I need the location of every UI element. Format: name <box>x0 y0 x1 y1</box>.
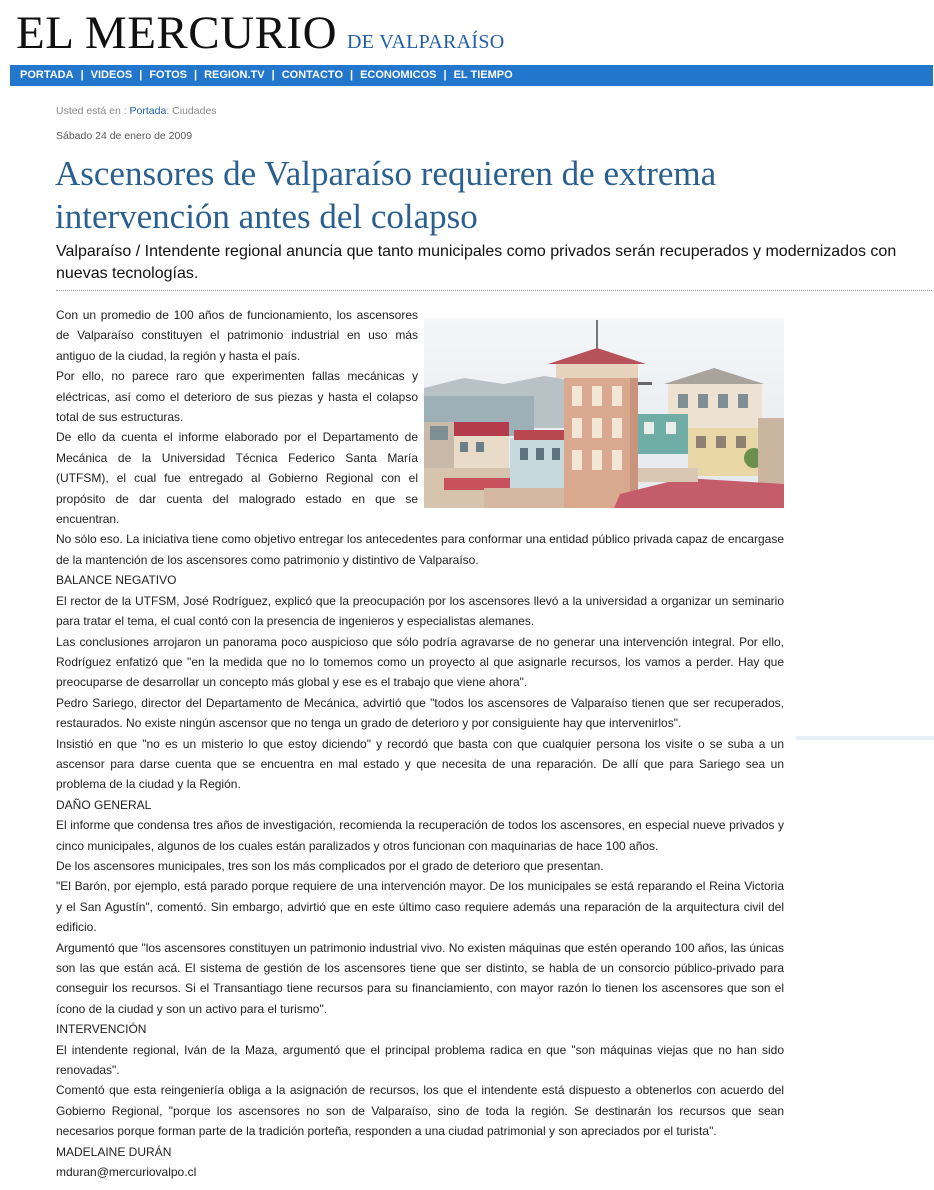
breadcrumb-separator: : <box>166 105 170 117</box>
body-paragraph: Insistió en que "no es un misterio lo que estoy diciendo" y recordó que basta con que cualquier persona los visite o se suba a un ascensor para darse cuenta que se encuentra en mal estado y que necesita de una reparación. De allí que para Sariego sea un problema de la ciudad y la Región. <box>56 736 784 792</box>
nav-separator: | <box>271 69 275 81</box>
nav-portada[interactable]: PORTADA <box>20 69 74 81</box>
article-body <box>56 305 784 1182</box>
breadcrumb-section: Ciudades <box>172 105 217 117</box>
body-paragraph: El informe que condensa tres años de investigación, recomienda la recuperación de todos los ascensores, en especial nueve privados y cinco municipales, algunos de los cuales están paralizados y otros funcionan con maquinarias de hace 100 años. <box>56 818 784 853</box>
nav-el-tiempo[interactable]: EL TIEMPO <box>453 69 513 81</box>
article-date: Sábado 24 de enero de 2009 <box>56 130 193 142</box>
nav-separator: | <box>194 69 198 81</box>
body-paragraph: Argumentó que "los ascensores constituyen un patrimonio industrial vivo. No existen máquinas que estén operando 100 años, las únicas son las que están acá. El sistema de gestión de los ascensores tiene que ser distinto, se habla de un consorcio público-privado para conseguir los recursos. Si el Transantiago tiene recursos para su financiamiento, con mayor razón lo tienen los ascensores que son el ícono de la ciudad y son un activo para el turismo". <box>56 940 784 1016</box>
side-accent-bar <box>796 736 934 740</box>
nav-contacto[interactable]: CONTACTO <box>281 69 343 81</box>
dotted-divider <box>56 290 932 291</box>
body-paragraph: Por ello, no parece raro que experimenten fallas mecánicas y eléctricas, así como el deterioro de sus piezas y hasta el colapso total de sus estructuras. <box>56 369 418 425</box>
breadcrumb-home-link[interactable]: Portada <box>129 105 167 117</box>
nav-separator: | <box>350 69 354 81</box>
nav-separator: | <box>443 69 447 81</box>
nav-separator: | <box>139 69 143 81</box>
article-lead: Valparaíso / Intendente regional anuncia que tanto municipales como privados serán recuperados y modernizados con nuevas tecnologías. <box>56 243 897 282</box>
masthead-city: DE VALPARAÍSO <box>347 31 505 53</box>
body-paragraph: Pedro Sariego, director del Departamento de Mecánica, advirtió que "todos los ascensores de Valparaíso tienen que ser recuperados, restaurados. No existe ningún ascensor que no tenga un grado de deterioro y por consiguiente hay que intervenirlos". <box>56 695 784 731</box>
nav-items <box>20 65 513 86</box>
body-paragraph: De ello da cuenta el informe elaborado por el Departamento de Mecánica de la Universidad Técnica Federico Santa María (UTFSM), el cual fue entregado al Gobierno Regional con el propósito de dar cuenta del malogrado estado en que se encuentran. <box>56 430 418 527</box>
section-heading-intervencion: INTERVENCIÓN <box>56 1022 147 1037</box>
body-paragraph: No sólo eso. La iniciativa tiene como objetivo entregar los antecedentes para conformar una entidad público privada capaz de encargase de la mantención de los ascensores como patrimonio y distintivo de Valparaíso. <box>56 532 784 567</box>
body-paragraph: De los ascensores municipales, tres son los más complicados por el grado de deterioro que presentan. <box>56 858 604 873</box>
breadcrumb-prefix: Usted está en : <box>56 105 127 117</box>
nav-videos[interactable]: VIDEOS <box>90 69 133 81</box>
section-heading-dano: DAÑO GENERAL <box>56 797 152 812</box>
body-paragraph: Con un promedio de 100 años de funcionamiento, los ascensores de Valparaíso constituyen el patrimonio industrial en uso más antiguo de la ciudad, la región y hasta el país. <box>56 308 418 363</box>
nav-fotos[interactable]: FOTOS <box>149 69 188 81</box>
masthead <box>16 6 504 58</box>
author-name: MADELAINE DURÁN <box>56 1144 172 1159</box>
body-paragraph: Comentó que esta reingeniería obliga a la asignación de recursos, los que el intendente está dispuesto a obtenerlos con acuerdo del Gobierno Regional, "porque los ascensores no son de Valparaíso, sino de toda la región. Se destinarán los recursos que sean necesarios porque forman parte de la tradición porteña, responden a una ciudad patrimonial y son apreciados por el turista". <box>56 1083 784 1139</box>
masthead-brand[interactable]: EL MERCURIO <box>16 7 338 59</box>
section-heading-balance: BALANCE NEGATIVO <box>56 573 177 588</box>
nav-separator: | <box>80 69 84 81</box>
body-paragraph: El intendente regional, Iván de la Maza, argumentó que el principal problema radica en que "son máquinas viejas que no han sido renovadas". <box>56 1042 784 1078</box>
nav-economicos[interactable]: ECONOMICOS <box>360 69 437 81</box>
article-headline: Ascensores de Valparaíso requieren de extrema intervención antes del colapso <box>55 154 717 236</box>
nav-bar <box>10 65 933 86</box>
breadcrumb <box>56 105 217 117</box>
nav-region-tv[interactable]: REGION.TV <box>204 69 265 81</box>
body-paragraph: El rector de la UTFSM, José Rodríguez, explicó que la preocupación por los ascensores llevó a la universidad a organizar un seminario para tratar el tema, el cual contó con la presencia de ingenieros y especialistas alemanes. <box>56 593 784 629</box>
body-paragraph: "El Barón, por ejemplo, está parado porque requiere de una intervención mayor. De los municipales se está reparando el Reina Victoria y el San Agustín", comentó. Sin embargo, advirtió que en este último caso requiere además una reparación de la arquitectura civil del edificio. <box>56 879 784 935</box>
author-email[interactable]: mduran@mercuriovalpo.cl <box>56 1165 197 1180</box>
body-paragraph: Las conclusiones arrojaron un panorama poco auspicioso que sólo podría agravarse de no generar una intervención integral. Por ello, Rodríguez enfatizó que "en la medida que no lo tomemos como un proyecto al que asignarle recursos, los vamos a perder. Hay que preocuparse de desarrollar un concepto más global y ese es el trabajo que viene ahora". <box>56 634 784 690</box>
